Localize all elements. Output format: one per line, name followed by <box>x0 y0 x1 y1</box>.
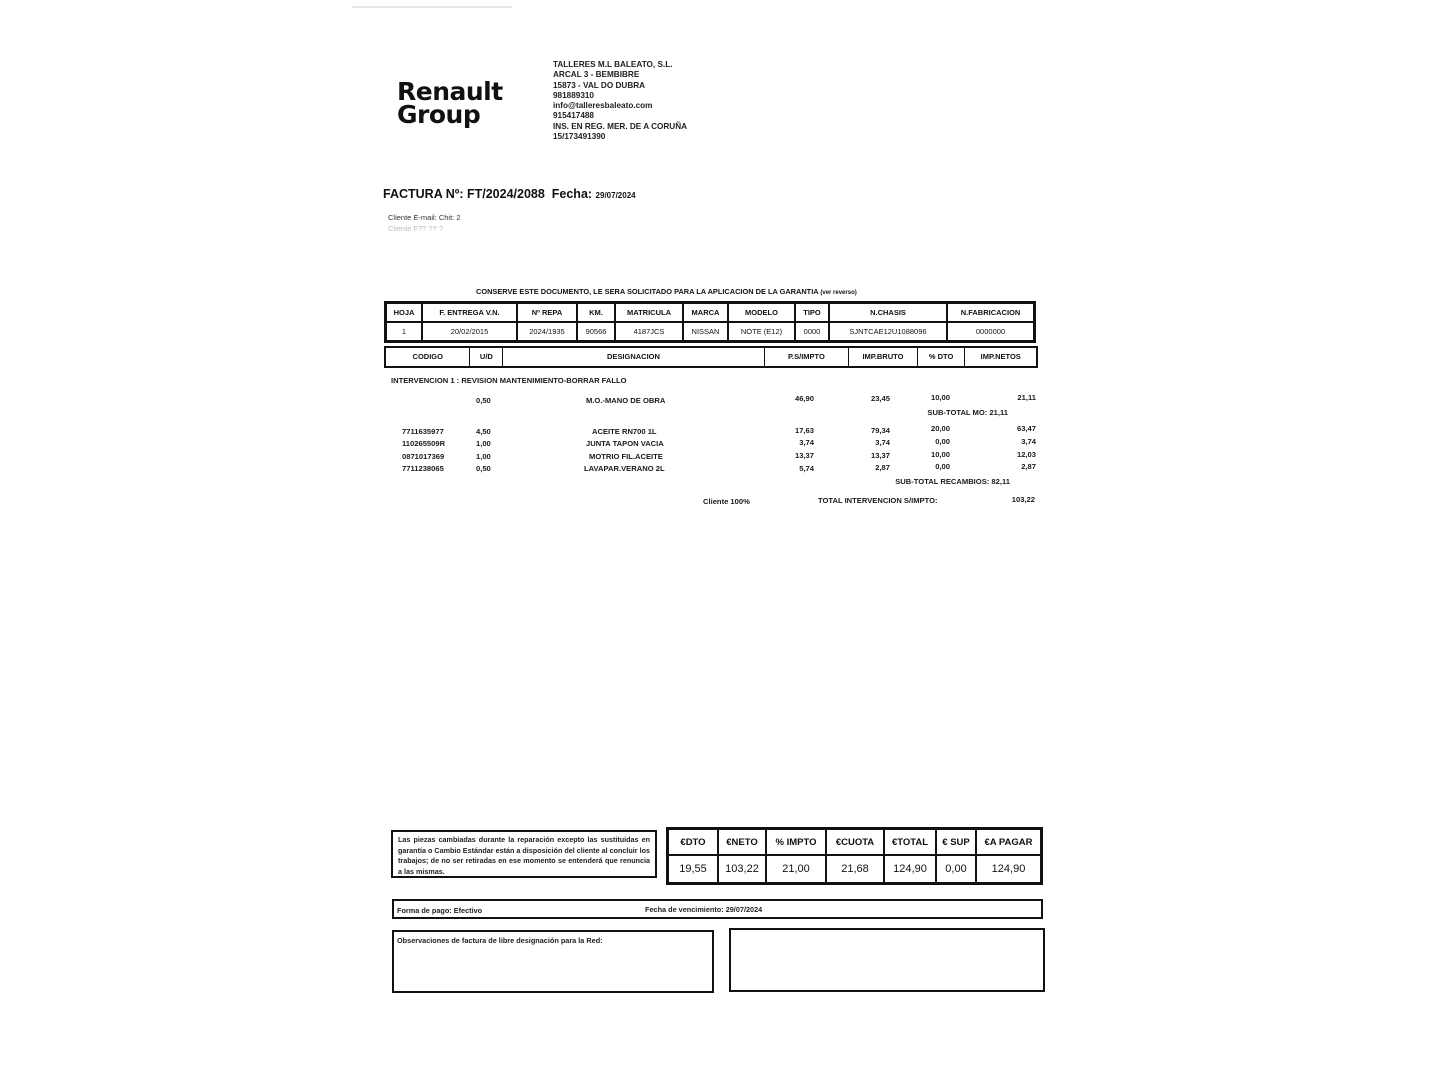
labour-designation: M.O.-MANO DE OBRA <box>586 396 666 405</box>
totals-hdr-sup: € SUP <box>936 829 976 855</box>
totals-hdr-a-pagar: €A PAGAR <box>976 829 1041 855</box>
intervention-title: INTERVENCION 1 : REVISION MANTENIMIENTO-BORRAR FALLO <box>391 376 627 385</box>
labour-gross: 23,45 <box>870 394 890 403</box>
col-designacion: DESIGNACION <box>503 348 764 366</box>
part-3-gross: 13,37 <box>870 451 890 460</box>
hdr-marca: MARCA <box>683 303 728 322</box>
company-address-block <box>553 60 687 142</box>
hdr-tipo: TIPO <box>795 303 829 322</box>
total-intervention-label: TOTAL INTERVENCION S/IMPTO: <box>818 496 938 505</box>
hdr-matricula: MATRICULA <box>615 303 683 322</box>
company-phone-2: 915417488 <box>553 111 594 121</box>
vehicle-table-header <box>386 303 1034 322</box>
cell-n-fabricacion: 0000000 <box>947 322 1034 341</box>
part-1-discount: 20,00 <box>930 424 950 433</box>
hdr-km: KM. <box>577 303 615 322</box>
part-3-discount: 10,00 <box>930 450 950 459</box>
observations-label: Observaciones de factura de libre designación para la Red: <box>397 936 603 945</box>
logo-line-2: Group <box>397 100 481 129</box>
part-4-net: 2,87 <box>1021 462 1036 471</box>
totals-hdr-cuota: €CUOTA <box>826 829 884 855</box>
payment-due-date: Fecha de vencimiento: 29/07/2024 <box>645 905 763 914</box>
invoice-number-label: FACTURA Nº: <box>383 187 464 201</box>
labour-discount: 10,00 <box>930 393 950 402</box>
labour-price: 46,90 <box>794 394 814 403</box>
part-3-ud: 1,00 <box>476 452 491 461</box>
cell-n-repa: 2024/1935 <box>517 322 577 341</box>
hdr-n-repa: Nº REPA <box>517 303 577 322</box>
hdr-modelo: MODELO <box>728 303 795 322</box>
part-4-ud: 0,50 <box>476 464 491 473</box>
cell-matricula: 4187JCS <box>615 322 683 341</box>
part-3-net: 12,03 <box>1016 450 1036 459</box>
totals-hdr-total: €TOTAL <box>884 829 936 855</box>
company-city: 15873 - VAL DO DUBRA <box>553 80 646 90</box>
part-2-discount: 0,00 <box>935 437 950 446</box>
part-2-designation: JUNTA TAPON VACIA <box>586 439 664 448</box>
part-1-designation: ACEITE RN700 1L <box>592 427 657 436</box>
payment-box <box>392 899 1043 919</box>
part-3-designation: MOTRIO FIL.ACEITE <box>589 452 663 461</box>
part-3-code: 0871017369 <box>402 452 445 461</box>
hdr-hoja: HOJA <box>386 303 422 322</box>
totals-hdr-neto: €NETO <box>718 829 766 855</box>
warranty-notice-suffix: (ver reverso) <box>820 290 857 296</box>
labour-ud: 0,50 <box>476 396 491 405</box>
totals-neto: 103,22 <box>718 855 766 883</box>
cell-n-chasis: SJNTCAE12U1088096 <box>829 322 947 341</box>
invoice-title <box>383 187 636 201</box>
cell-f-entrega: 20/02/2015 <box>422 322 517 341</box>
totals-dto: 19,55 <box>668 855 718 883</box>
totals-header-row <box>668 829 1041 855</box>
invoice-date-label: Fecha: <box>551 187 593 201</box>
hdr-n-chasis: N.CHASIS <box>829 303 947 322</box>
part-4-gross: 2,87 <box>875 463 890 472</box>
logo-line-1: Renault <box>397 77 503 106</box>
part-2-ud: 1,00 <box>476 439 491 448</box>
company-street: ARCAL 3 - BEMBIBRE <box>553 70 640 80</box>
cell-modelo: NOTE (E12) <box>728 322 795 341</box>
lines-column-header <box>384 346 1038 368</box>
part-4-price: 5,74 <box>799 464 814 473</box>
part-4-code: 7711238065 <box>402 464 444 473</box>
part-1-gross: 79,34 <box>870 426 890 435</box>
col-codigo: CODIGO <box>386 348 470 366</box>
cell-tipo: 0000 <box>795 322 829 341</box>
totals-a-pagar: 124,90 <box>976 855 1041 883</box>
company-name: TALLERES M.L BALEATO, S.L. <box>553 60 673 69</box>
part-3-price: 13,37 <box>794 451 814 460</box>
replaced-parts-notice: Las piezas cambiadas durante la reparación excepto las sustituidas en garantía o Cambio Estándar están a disposición del cliente al concluir los trabajos; de no ser retiradas en ese momento se entenderá que renuncia a las mismas. <box>391 830 657 878</box>
client-info <box>388 212 461 234</box>
totals-value-row <box>668 855 1041 883</box>
stamp-box <box>729 928 1045 992</box>
company-email: info@talleresbaleato.com <box>553 101 653 111</box>
part-1-code: 7711635977 <box>402 427 444 436</box>
col-dto: % DTO <box>918 348 966 366</box>
observations-box <box>392 930 714 993</box>
part-2-net: 3,74 <box>1021 437 1036 446</box>
company-registry: INS. EN REG. MER. DE A CORUÑA <box>553 121 688 131</box>
part-2-gross: 3,74 <box>875 438 890 447</box>
part-4-discount: 0,00 <box>935 462 950 471</box>
subtotal-labour: SUB-TOTAL MO: 21,11 <box>927 408 1008 417</box>
labour-net: 21,11 <box>1017 393 1036 402</box>
cell-km: 90566 <box>577 322 615 341</box>
col-ps-impto: P.S/IMPTO <box>765 348 849 366</box>
hdr-f-entrega: F. ENTREGA V.N. <box>422 303 517 322</box>
vehicle-table-row <box>386 322 1034 341</box>
subtotal-parts: SUB-TOTAL RECAMBIOS: 82,11 <box>895 477 1010 486</box>
part-4-designation: LAVAPAR.VERANO 2L <box>584 464 665 473</box>
part-1-ud: 4,50 <box>476 427 491 436</box>
client-percentage: Cliente 100% <box>703 497 750 506</box>
warranty-notice-text: CONSERVE ESTE DOCUMENTO, LE SERA SOLICITADO PARA LA APLICACION DE LA GARANTIA <box>476 287 819 296</box>
scan-edge-line <box>352 6 512 8</box>
invoice-number: FT/2024/2088 <box>466 187 545 201</box>
vehicle-table <box>384 301 1036 343</box>
totals-hdr-dto: €DTO <box>668 829 718 855</box>
part-1-price: 17,63 <box>794 426 814 435</box>
col-ud: U/D <box>470 348 503 366</box>
totals-table <box>666 827 1043 885</box>
company-phone: 981889310 <box>553 90 594 100</box>
renault-group-logo <box>397 77 503 129</box>
cell-hoja: 1 <box>386 322 422 341</box>
part-2-price: 3,74 <box>799 438 814 447</box>
part-2-code: 110265509R <box>402 439 446 448</box>
col-imp-bruto: IMP.BRUTO <box>849 348 918 366</box>
part-1-net: 63,47 <box>1016 424 1036 433</box>
col-imp-netos: IMP.NETOS <box>980 352 1021 361</box>
client-line-2: Cliente F?? ?? ? <box>388 224 444 233</box>
client-line-1: Cliente E-mail: Chit: 2 <box>388 213 461 222</box>
total-intervention-value: 103,22 <box>1011 495 1035 504</box>
totals-total: 124,90 <box>884 855 936 883</box>
cell-marca: NISSAN <box>683 322 728 341</box>
payment-method: Forma de pago: Efectivo <box>397 906 483 915</box>
hdr-n-fabricacion: N.FABRICACION <box>947 303 1034 322</box>
invoice-date: 29/07/2024 <box>595 191 636 200</box>
company-registry-number: 15/173491390 <box>553 132 606 142</box>
totals-impto: 21,00 <box>766 855 826 883</box>
totals-sup: 0,00 <box>936 855 976 883</box>
warranty-notice <box>476 287 857 296</box>
totals-cuota: 21,68 <box>826 855 884 883</box>
totals-hdr-impto: % IMPTO <box>766 829 826 855</box>
